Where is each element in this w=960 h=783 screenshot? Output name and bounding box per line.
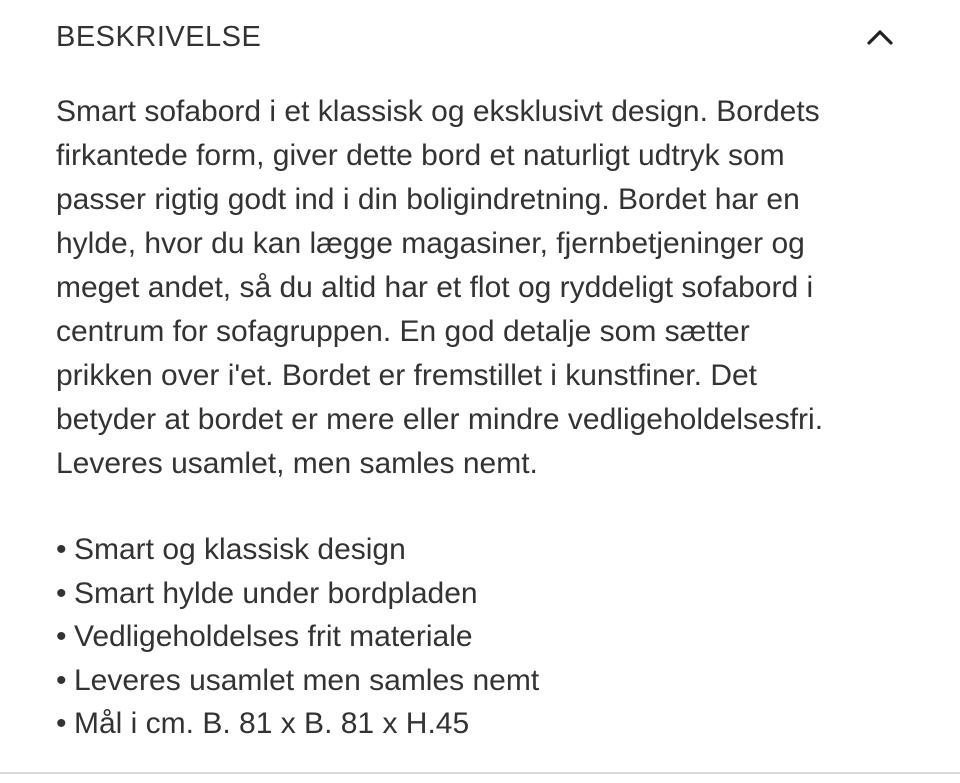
- feature-item: [56, 702, 916, 746]
- feature-item: [56, 659, 916, 703]
- feature-text: Mål i cm. B. 81 x B. 81 x H.45: [74, 707, 470, 740]
- accordion-header[interactable]: [0, 0, 960, 76]
- bullet-icon: •: [56, 620, 67, 653]
- feature-text: Vedligeholdelses frit materiale: [74, 620, 473, 653]
- bullet-icon: •: [56, 707, 67, 740]
- description-line: betyder at bordet er mere eller mindre vedligeholdelsesfri.: [56, 403, 824, 436]
- description-line: prikken over i'et. Bordet er fremstillet i kunstfiner. Det: [56, 359, 758, 392]
- chevron-up-icon[interactable]: [864, 22, 896, 50]
- description-line: Smart sofabord i et klassisk og eksklusivt design. Bordets: [56, 95, 820, 128]
- description-text: [56, 90, 916, 486]
- description-line: Leveres usamlet, men samles nemt.: [56, 447, 538, 480]
- accordion-title: BESKRIVELSE: [56, 21, 262, 53]
- description-line: centrum for sofagruppen. En god detalje som sætter: [56, 315, 750, 348]
- bullet-icon: •: [56, 533, 67, 566]
- description-line: firkantede form, giver dette bord et naturligt udtryk som: [56, 139, 785, 172]
- feature-item: [56, 572, 916, 616]
- feature-text: Leveres usamlet men samles nemt: [74, 663, 540, 697]
- bullet-icon: •: [56, 663, 67, 697]
- feature-text: Smart hylde under bordpladen: [74, 576, 478, 610]
- description-line: meget andet, så du altid har et flot og ryddeligt sofabord i: [56, 271, 814, 304]
- description-line: hylde, hvor du kan lægge magasiner, fjernbetjeninger og: [56, 227, 805, 260]
- section-divider: [0, 772, 960, 774]
- bullet-icon: •: [56, 576, 67, 610]
- description-line: passer rigtig godt ind i din boligindretning. Bordet har en: [56, 183, 800, 216]
- feature-list: [56, 528, 916, 746]
- feature-text: Smart og klassisk design: [74, 533, 406, 566]
- feature-item: [56, 528, 916, 572]
- feature-item: [56, 615, 916, 659]
